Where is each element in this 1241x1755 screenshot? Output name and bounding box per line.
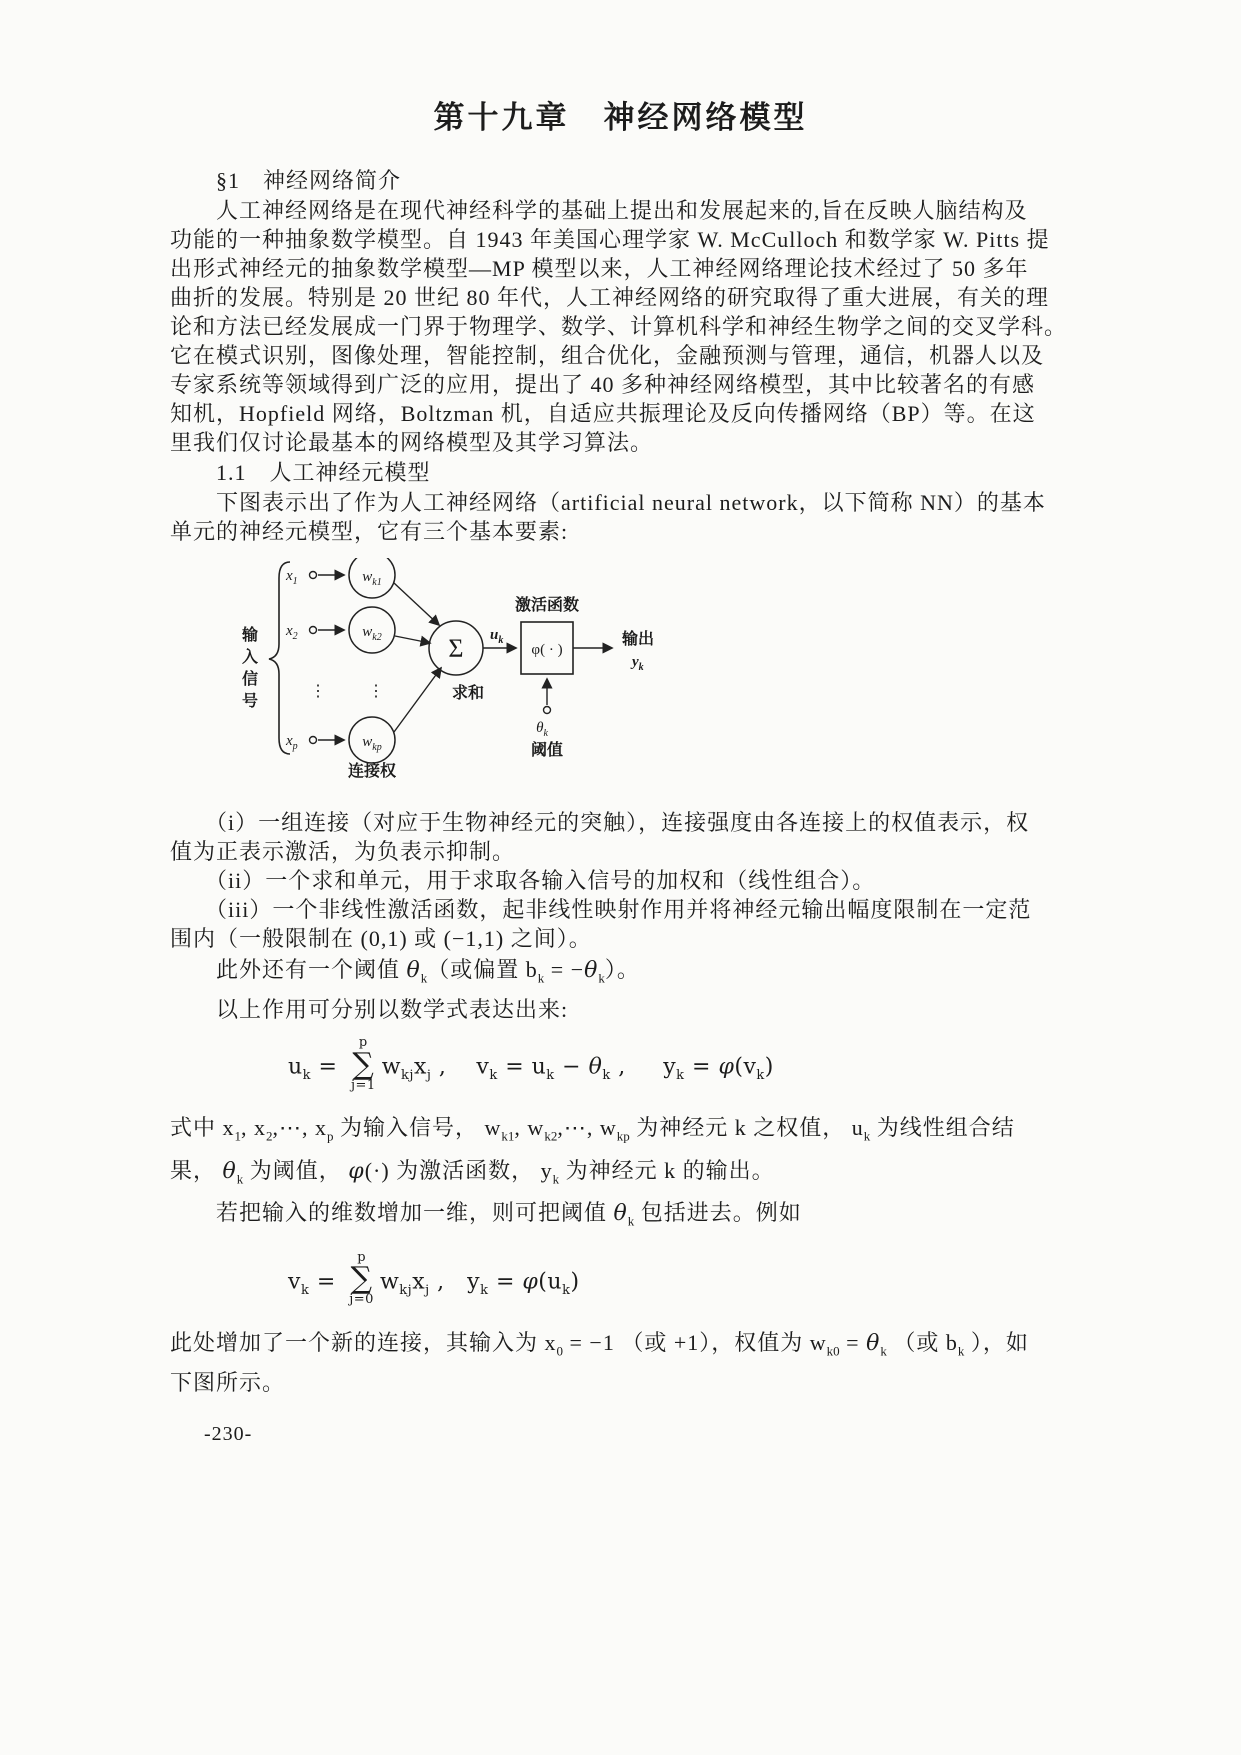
text-line: 人工神经网络是在现代神经科学的基础上提出和发展起来的,旨在反映人脑结构及 <box>170 198 1028 223</box>
summation-unit <box>429 621 484 702</box>
text-line: 里我们仅讨论最基本的网络模型及其学习算法。 <box>170 430 654 455</box>
text-line: 专家系统等领域得到广泛的应用，提出了 40 多种神经网络模型，其中比较著名的有感 <box>170 372 1036 397</box>
svg-text:wk1: $w_{k1}$ <box>362 569 382 588</box>
elements-list <box>170 808 1071 953</box>
svg-text:求和: 求和 <box>451 685 485 702</box>
svg-text:Σ: Σ <box>448 634 464 663</box>
text-line: 曲折的发展。特别是 20 世纪 80 年代，人工神经网络的研究取得了重大进展，有关的理 <box>170 285 1050 310</box>
explain-line-1: 式中 $x_1$, $x_2,\cdots$, $x_p$ 为输入信号， $w_{k1}$, $w_{k2},\cdots$, $w_{kp}$ 为神经元 k 之权值， $u_k$ 为线性组合结 <box>170 1115 1015 1144</box>
svg-text:输: 输 <box>242 627 259 644</box>
neuron-model-figure <box>234 558 664 798</box>
svg-text:wkp: $w_{kp}$ <box>362 734 382 753</box>
text-line: 下图表示出了作为人工神经网络（artificial neural network，以下简称 NN）的基本 <box>170 490 1046 515</box>
input-ellipsis: ⋮ <box>310 683 326 700</box>
figure-intro-paragraph <box>170 488 1071 546</box>
explain-line-2: 果， $\theta_k$ 为阈值， φ(·) 为激活函数， $y_k$ 为神经元 k 的输出。 <box>170 1157 775 1187</box>
input-signal-label <box>241 625 258 710</box>
text-line: 值为正表示激活，为负表示抑制。 <box>170 839 516 864</box>
input-terminal <box>310 737 317 744</box>
text-line: 它在模式识别，图像处理，智能控制，组合优化，金融预测与管理，通信，机器人以及 <box>170 343 1045 368</box>
activation-function-box <box>515 595 579 674</box>
svg-text:激活函数: 激活函数 <box>514 597 580 614</box>
svg-text:信: 信 <box>242 671 259 688</box>
intro-paragraph <box>170 196 1071 457</box>
svg-text:yk: $y_k$ <box>632 654 644 673</box>
text-line: 知机，Hopfield 网络，Boltzman 机，自适应共振理论及反向传播网络（BP）等。在这 <box>170 401 1036 426</box>
svg-text:入: 入 <box>242 649 259 666</box>
svg-text:xp: $x_p$ <box>286 733 298 752</box>
output-label <box>621 629 654 673</box>
input-brace <box>269 562 290 754</box>
input-row-x1 <box>285 558 439 625</box>
math-intro-line: 以上作用可分别以数学式表达出来: <box>170 997 569 1023</box>
svg-text:号: 号 <box>242 693 259 710</box>
text-line: 围内（一般限制在 (0,1) 或 (−1,1) 之间）。 <box>170 926 592 951</box>
section-heading-s1: §1 神经网络简介 <box>170 168 402 193</box>
svg-text:φ( · ): φ( · ) <box>531 642 563 658</box>
text-line: 单元的神经元模型，它有三个基本要素: <box>170 519 569 544</box>
formula-vk-yk: $v_k$ = p ∑ j=0 $w_{kj}x_j$ , $y_k = \varphi(u_k)$ <box>288 1249 580 1308</box>
threshold-note-line: 此外还有一个阈值 $\theta_k$（或偏置 $b_k = -\theta_k$）。 <box>170 957 640 986</box>
chapter-title: 第十九章 神经网络模型 <box>433 100 808 135</box>
input-terminal <box>310 572 317 579</box>
text-line: （ii）一个求和单元，用于求取各输入信号的加权和（线性组合）。 <box>170 868 876 893</box>
dimension-line: 若把输入的维数增加一维，则可把阈值 $\theta_k$ 包括进去。例如 <box>170 1200 802 1229</box>
svg-text:wk2: $w_{k2}$ <box>362 624 382 643</box>
text-line: 出形式神经元的抽象数学模型—MP 模型以来，人工神经网络理论技术经过了 50 多年 <box>170 256 1029 281</box>
connection-weights-label: 连接权 <box>347 763 397 780</box>
svg-text:x1: $x_1$ <box>286 568 298 587</box>
weight-ellipsis: ⋮ <box>368 683 384 700</box>
text-line: （iii）一个非线性激活函数，起非线性映射作用并将神经元输出幅度限制在一定范 <box>170 897 1032 922</box>
text-line: 功能的一种抽象数学模型。自 1943 年美国心理学家 W. McCulloch 和数学家 W. Pitts 提 <box>170 227 1050 252</box>
svg-text:阈值: 阈值 <box>530 742 564 759</box>
svg-text:θk: $\theta_k$ <box>536 720 548 739</box>
input-terminal <box>310 627 317 634</box>
formula-uk-vk-yk: $u_k$ = p ∑ j=1 $w_{kj}x_j$ , $v_k = u_k - \theta_k$ , $y_k = \varphi(v_k)$ <box>288 1035 774 1094</box>
threshold-input <box>531 679 563 759</box>
input-row-x2 <box>285 607 430 653</box>
text-line: 论和方法已经发展成一门界于物理学、数学、计算机科学和神经生物学之间的交叉学科。 <box>170 314 1068 339</box>
page-number: -230- <box>204 1423 253 1446</box>
svg-text:x2: $x_2$ <box>286 623 298 642</box>
subsection-heading-1-1: 1.1 人工神经元模型 <box>170 460 431 485</box>
input-row-xp <box>285 668 441 763</box>
closing-line-1: 此处增加了一个新的连接，其输入为 $x_0 = -1$ （或 +1），权值为 $w_{k0} = \theta_k$ （或 $b_k$ ），如 <box>170 1329 1029 1359</box>
closing-line-2: 下图所示。 <box>170 1370 286 1396</box>
text-line: （i）一组连接（对应于生物神经元的突触），连接强度由各连接上的权值表示，权 <box>170 810 1030 835</box>
uk-signal-label: $u_k$ <box>490 627 504 646</box>
svg-text:输出: 输出 <box>622 631 655 648</box>
